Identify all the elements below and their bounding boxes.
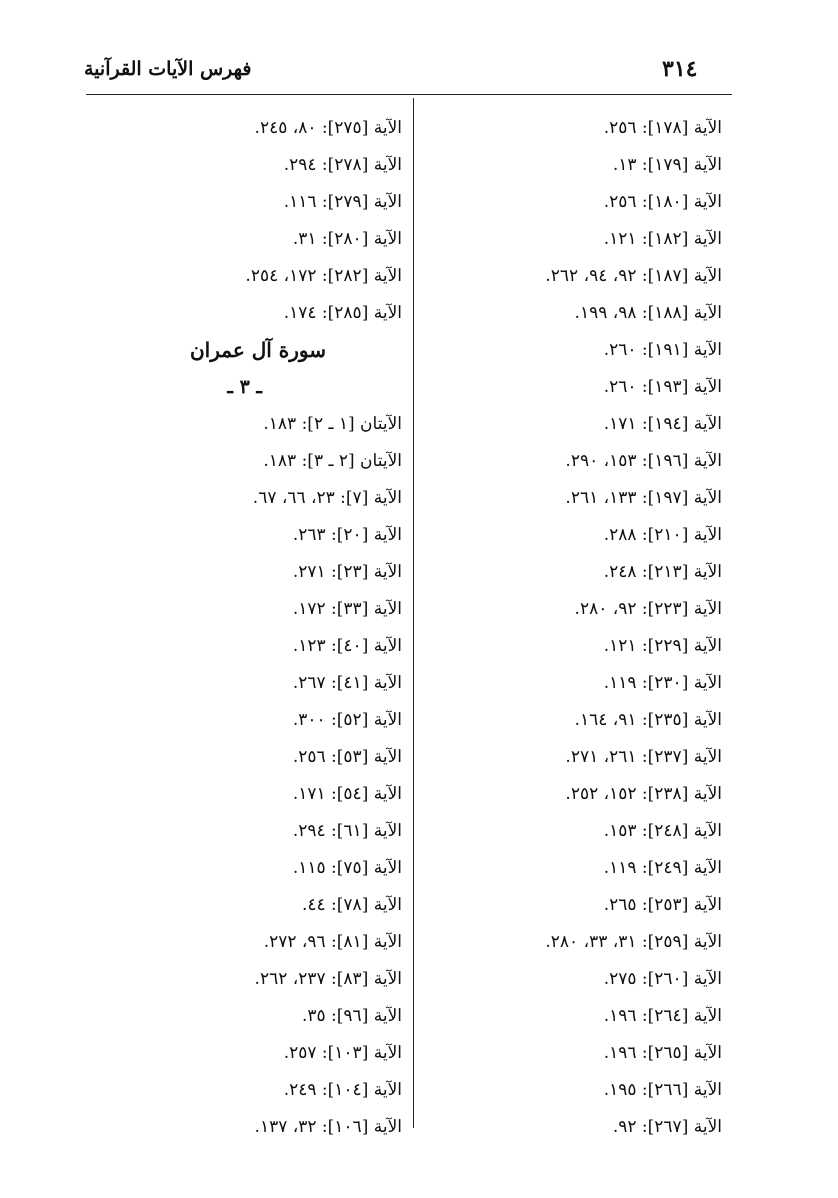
verse-entry: الآية [١٧٩]: ١٣. [612,155,722,175]
verse-entry: الآية [٢١٠]: ٢٨٨. [603,525,722,545]
surah-number: ـ ٣ ـ [227,376,262,398]
left-column [96,110,402,1146]
verse-entry: الآيتان [٢ ـ ٣]: ١٨٣. [263,451,402,471]
verse-entry: الآية [٥٤]: ١٧١. [292,784,402,804]
verse-entry: الآيتان [١ ـ ٢]: ١٨٣. [263,414,402,434]
verse-entry: الآية [٢٤٨]: ١٥٣. [603,821,722,841]
verse-entry: الآية [٥٢]: ٣٠٠. [292,710,402,730]
verse-entry: الآية [٢٣٧]: ٢٦١، ٢٧١. [565,747,722,767]
verse-entry: الآية [١٨٠]: ٢٥٦. [603,192,722,212]
verse-entry: الآية [٩٦]: ٣٥. [301,1006,402,1026]
verse-entry: الآية [٤١]: ٢٦٧. [292,673,402,693]
verse-entry: الآية [١٠٤]: ٢٤٩. [283,1080,402,1100]
verse-entry: الآية [٢٥٩]: ٣١، ٣٣، ٢٨٠. [545,932,722,952]
verse-entry: الآية [٢٣٥]: ٩١، ١٦٤. [574,710,722,730]
verse-entry: الآية [١٩٧]: ١٣٣، ٢٦١. [565,488,722,508]
verse-entry: الآية [٢٦٦]: ١٩٥. [603,1080,722,1100]
verse-entry: الآية [١٩٦]: ١٥٣، ٢٩٠. [565,451,722,471]
verse-entry: الآية [١٩١]: ٢٦٠. [603,340,722,360]
verse-entry: الآية [١٠٣]: ٢٥٧. [283,1043,402,1063]
verse-entry: الآية [٢٣٨]: ١٥٢، ٢٥٢. [565,784,722,804]
surah-heading: سورة آل عمران [189,338,326,362]
verse-entry: الآية [٢٨٢]: ١٧٢، ٢٥٤. [245,266,402,286]
verse-entry: الآية [٢٨٥]: ١٧٤. [283,303,402,323]
verse-entry: الآية [١٩٣]: ٢٦٠. [603,377,722,397]
verse-entry: الآية [٢٣]: ٢٧١. [292,562,402,582]
verse-entry: الآية [٢٧٥]: ٨٠، ٢٤٥. [254,118,402,138]
page-title: فهرس الآيات القرآنية [84,58,252,80]
verse-entry: الآية [١٨٢]: ١٢١. [603,229,722,249]
verse-entry: الآية [٢٤٩]: ١١٩. [603,858,722,878]
verse-entry: الآية [٢٦٤]: ١٩٦. [603,1006,722,1026]
verse-entry: الآية [١٨٧]: ٩٢، ٩٤، ٢٦٢. [545,266,722,286]
verse-entry: الآية [٢٣٠]: ١١٩. [603,673,722,693]
right-column [440,110,722,1146]
verse-entry: الآية [٢٧٩]: ١١٦. [283,192,402,212]
verse-entry: الآية [١٨٨]: ٩٨، ١٩٩. [574,303,722,323]
verse-entry: الآية [٢٠]: ٢٦٣. [292,525,402,545]
verse-entry: الآية [٦١]: ٢٩٤. [292,821,402,841]
verse-entry: الآية [٧]: ٢٣، ٦٦، ٦٧. [252,488,402,508]
verse-entry: الآية [٨١]: ٩٦، ٢٧٢. [263,932,402,952]
header-rule [86,94,732,95]
column-divider [413,98,414,1128]
verse-entry: الآية [٨٣]: ٢٣٧، ٢٦٢. [254,969,402,989]
verse-entry: الآية [٢٦٧]: ٩٢. [612,1117,722,1137]
verse-entry: الآية [١٩٤]: ١٧١. [603,414,722,434]
verse-entry: الآية [٢٢٣]: ٩٢، ٢٨٠. [574,599,722,619]
verse-entry: الآية [٢٦٠]: ٢٧٥. [603,969,722,989]
verse-entry: الآية [١٠٦]: ٣٢، ١٣٧. [254,1117,402,1137]
verse-entry: الآية [٥٣]: ٢٥٦. [292,747,402,767]
verse-entry: الآية [٢٧٨]: ٢٩٤. [283,155,402,175]
verse-entry: الآية [٢٢٩]: ١٢١. [603,636,722,656]
verse-entry: الآية [٣٣]: ١٧٢. [292,599,402,619]
verse-entry: الآية [٤٠]: ١٢٣. [292,636,402,656]
verse-entry: الآية [١٧٨]: ٢٥٦. [603,118,722,138]
verse-entry: الآية [٢٦٥]: ١٩٦. [603,1043,722,1063]
verse-entry: الآية [٢٥٣]: ٢٦٥. [603,895,722,915]
verse-entry: الآية [٢١٣]: ٢٤٨. [603,562,722,582]
verse-entry: الآية [٧٨]: ٤٤. [301,895,402,915]
verse-entry: الآية [٧٥]: ١١٥. [292,858,402,878]
page-number: ٣١٤ [662,56,698,82]
verse-entry: الآية [٢٨٠]: ٣١. [292,229,402,249]
